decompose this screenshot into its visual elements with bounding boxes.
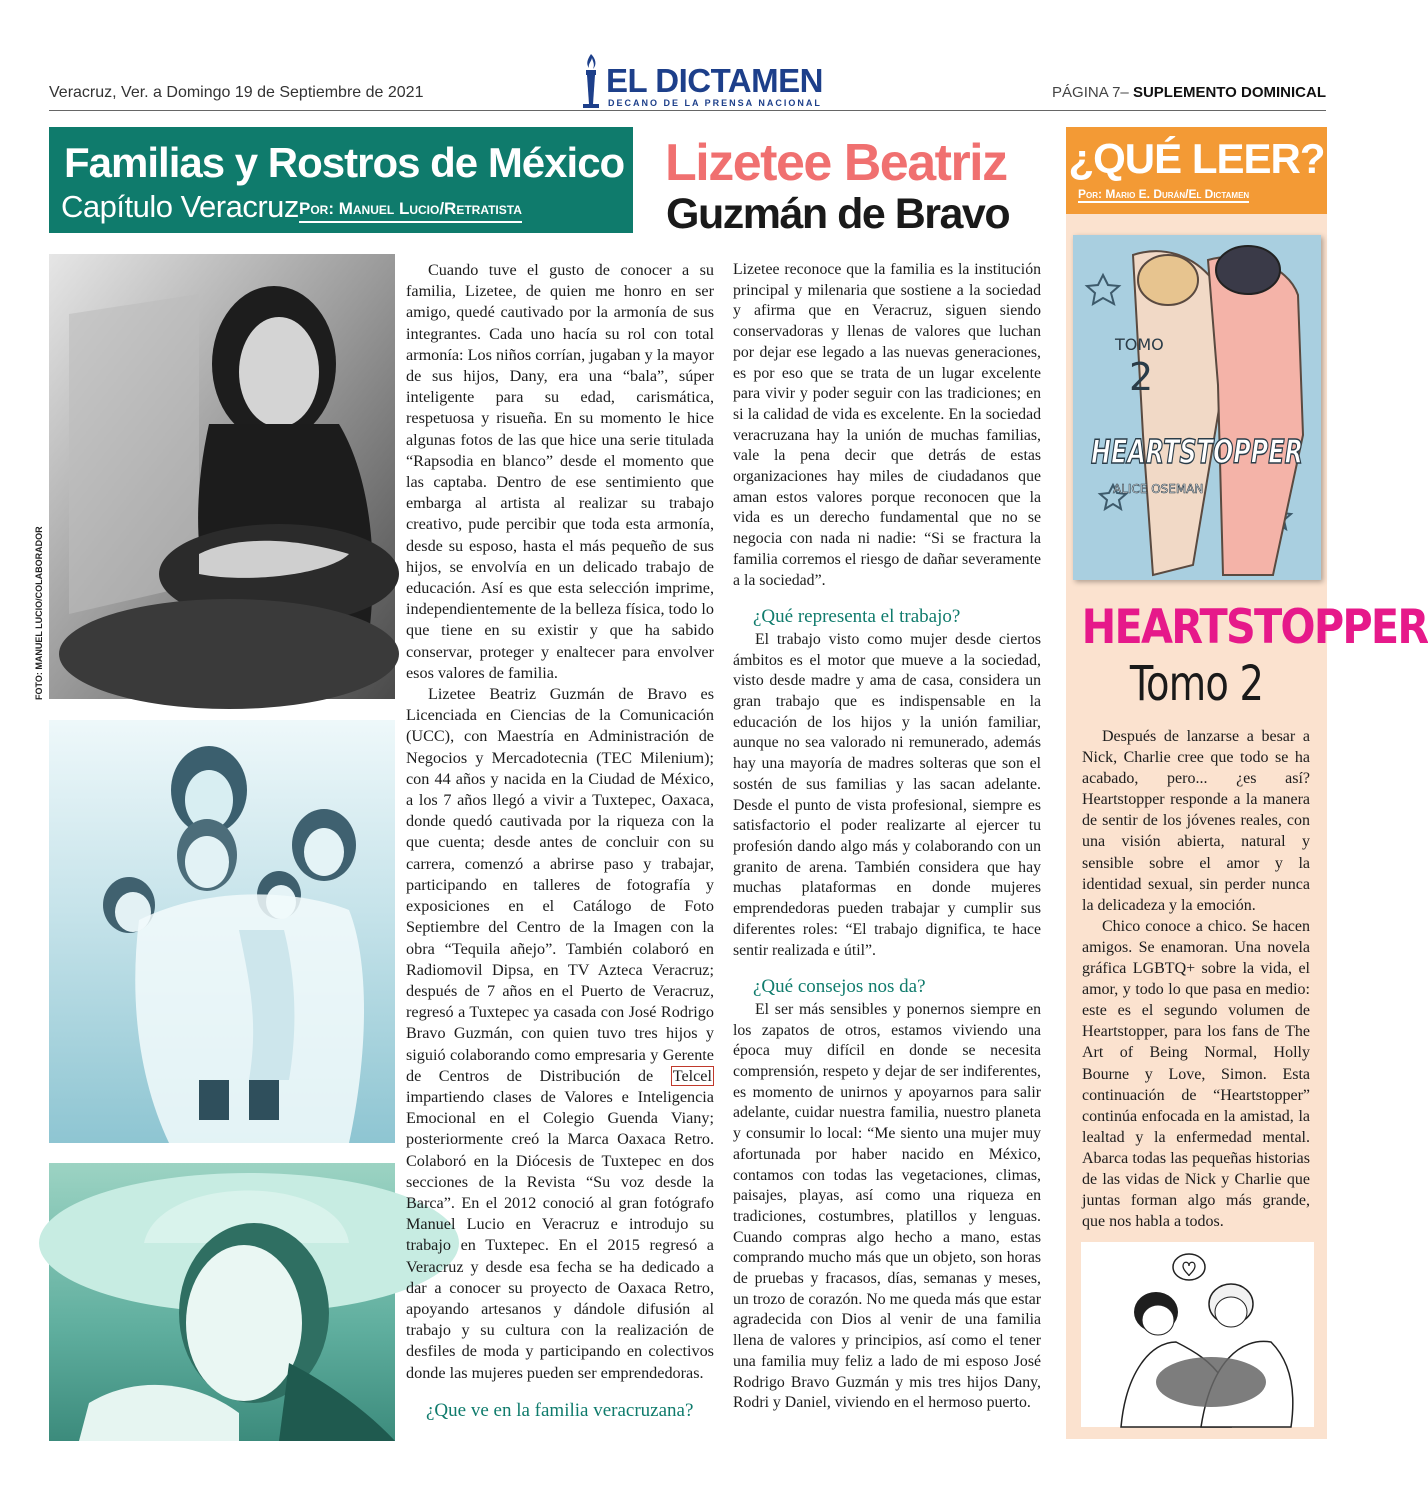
article-paragraph-text: impartiendo clases de Valores e Inteligencia Emocional en el Colegio Guenda Viany; posteriormente creó la Marca Oaxaca Retro. Colaboró en la Diócesis de Tuxtepec en dos secciones de la Revista “Su voz desde la Barca”. En el 2012 conoció al gran fotógrafo Manuel Lucio en Veracruz e introdujo su trabajo en Tuxtepec. En el 2015 regresó a Veracruz y desde esa fecha se ha dedicado a dar a conocer su proyecto de Oaxaca Retro, apoyando artesanos y dándole difusión al trabajo y su cultura con la realización de desfiles de moda y participando en colectivos donde las mujeres pueden ser emprendedoras. [406, 1087, 714, 1382]
headline-first-name: Lizetee Beatriz [665, 134, 1007, 192]
book-cover [1073, 235, 1321, 580]
portrait-photo [49, 254, 395, 699]
cover-author: ALICE OSEMAN [1113, 482, 1204, 496]
article-paragraph [406, 684, 714, 1384]
supplement-name: SUPLEMENTO DOMINICAL [1132, 84, 1326, 101]
page-label [1052, 84, 1326, 101]
review-paragraph: Después de lanzarse a besar a Nick, Charlie cree que todo se ha acabado, pero... ¿es así? Heartstopper responde a la manera de sentir de los jóvenes reales, con una visión abierta, natural y sensible sobre el amor y la identidad sexual, sin perder nunca la delicadeza y la emoción. [1082, 728, 1310, 914]
hat-portrait-photo [49, 1163, 395, 1441]
sidebar-title: ¿QUÉ LEER? [1068, 135, 1325, 182]
brand-link[interactable]: Telcel [672, 1066, 712, 1085]
headline-surname: Guzmán de Bravo [666, 190, 1010, 238]
hat-portrait-illustration [49, 1163, 395, 1441]
book-cover-art [1073, 235, 1321, 580]
torch-icon [578, 52, 604, 110]
header-divider [49, 110, 1326, 111]
section-title: Familias y Rostros de México [64, 139, 625, 186]
article-paragraph: El ser más sensibles y ponernos siempre en los zapatos de otros, estamos viviendo una época muy difícil en donde se necesita comprensión, respeto y dejar de ser indiferentes, es momento de unirnos y apoyarnos para salir adelante, cuidar nuestra familia, nuestro planeta y consumir lo local: “Me siento una mujer muy afortunada por haber nacido en México, contamos con todas las vegetaciones, climas, paisajes, playas, así como una riqueza en tradiciones, costumbres, platillos y lenguas. Cuando compras algo hecho a mano, estas comprando mucho más que un objeto, son horas de pruebas y fracasos, días, semanas y meses, un trozo de corazón. No me queda más que estar agradecida con Dios al venir de una familia llena de valores y principios, así como el tener una familia muy feliz a lado de mi esposo José Rodrigo Bravo Guzmán y mis tres hijos Dany, Rodri y Daniel, viviendo en el hermoso puerto. [733, 1000, 1041, 1412]
section-banner [49, 127, 633, 233]
article-paragraph-continued: Lizetee reconoce que la familia es la institución principal y milenaria que sostiene a la sociedad y afirma que en Veracruz, siguen siendo conservadoras y llenas de valores que luchan por dejar ese legado a las nuevas generaciones, es por eso que se trata de un lugar excelente para vivir y poder seguir con las tradiciones; en si la calidad de vida es excelente. En la sociedad veracruzana hay la unión de muchas familias, vale la pena decir que detrás de estas organizaciones hay miles de ciudadanos que aman estos valores porque reconocen que la vida es un derecho fundamental que no se negocia con nada ni nadie: “Si se fractura la familia corremos el riesgo de dañar severamente a la sociedad”. [733, 261, 1041, 589]
family-illustration [49, 720, 395, 1143]
section-subtitle: Capítulo Veracruz [61, 189, 299, 224]
article-paragraph: Cuando tuve el gusto de conocer a su familia, Lizetee, de quien me honro en ser amigo, quedé cautivado por la armonía de sus integrantes. Cada uno hacía su rol con total armonía: Los niños corrían, jugaban y la mayor de sus hijos, Dany, era una “bala”, súper inteligente para su edad, carismática, respetuosa y risueña. En su momento le hice algunas fotos de las que hice una serie titulada “Rapsodia en blanco” desde el momento que las captaba. Dentro de ese sentimiento que embarga al artista al realizar su trabajo creativo, pude percibir que toda esta armonía, desde su esposo, hasta el más pequeño de sus hijos, se envolvía en un delicado trabajo de educación. Así es que esta selección imprime, independientemente de la belleza física, todo lo que tiene en su existir y que ha sabido conservar, proteger y enaltecer para envolver esos valores de familia. [406, 261, 714, 682]
subheading: ¿Que ve en la familia veracruzana? [426, 1399, 694, 1421]
review-paragraph: Chico conoce a chico. Se hacen amigos. Se enamoran. Una novela gráfica LGBTQ+ sobre la vida, el amor, y todo lo que pasa en medio: este es el segundo volumen de Heartstopper, para los fans de The Art of Being Normal, Holly Bourne y Love, Simon. Esta continuación de “Heartstopper” continúa enfocada en la amistad, la lealtad y la enfermedad mental. Abarca todas las pequeñas historias de las vidas de Nick y Charlie que juntas forman algo más grande, que nos habla a todos. [1082, 917, 1310, 1231]
comic-illustration [1081, 1242, 1314, 1427]
photo-credit: FOTO: MANUEL LUCIO/COLABORADOR [34, 526, 44, 700]
book-volume: Tomo 2 [1129, 656, 1264, 712]
subheading: ¿Qué consejos nos da? [753, 976, 926, 998]
book-review-text [1082, 726, 1310, 1232]
subheading: ¿Qué representa el trabajo? [753, 606, 961, 628]
logo-wordmark: EL DICTAMEN [606, 62, 823, 99]
newspaper-logo [578, 52, 828, 110]
book-title: HEARTSTOPPER [1081, 600, 1428, 655]
cover-title: HEARTSTOPPER [1091, 432, 1303, 471]
sidebar-header [1066, 127, 1327, 214]
article-column-2 [733, 260, 1041, 1414]
article-column-1 [406, 260, 714, 1423]
comic-panel [1081, 1242, 1314, 1427]
portrait-illustration [49, 254, 395, 699]
family-photo [49, 720, 395, 1143]
logo-tagline: DECANO DE LA PRENSA NACIONAL [608, 98, 822, 108]
section-byline: Por: Manuel Lucio/Retratista [299, 199, 522, 223]
article-paragraph-text: Lizetee Beatriz Guzmán de Bravo es Licenciada en Ciencias de la Comunicación (UCC), con Maestría en Administración de Negocios y Mercadotecnia (TEC Milenium); con 44 años y nacida en la Ciudad de México, a los 7 años llegó a vivir a Tuxtepec, Oaxaca, donde quedó cautivada por la riqueza con la que cuenta; desde antes de concluir con su carrera, comenzó a abrirse paso y trabajar, participando en talleres de fotografía y exposiciones en el Catálogo de Foto Septiembre del Centro de la Imagen con la obra “Tequila añejo”. También colaboró en Radiomovil Dipsa, en TV Azteca Veracruz; después de 7 años en el Puerto de Veracruz, regresó a Tuxtepec ya casada con José Rodrigo Bravo Guzmán, con quien tuvo tres hijos y siguió colaborando como empresaria y Gerente de Centros de Distribución de [406, 685, 714, 1085]
page-number: PÁGINA 7– [1052, 84, 1129, 101]
cover-volume-label: TOMO [1115, 335, 1164, 354]
cover-volume-number: 2 [1129, 355, 1154, 399]
article-paragraph: El trabajo visto como mujer desde ciertos ámbitos es el motor que mueve a la sociedad, visto desde madre y ama de casa, considera un gran trabajo que es indispensable en la educación de los hijos y la unión familiar, aunque no sea valorado ni remunerado, además hay una mayoría de madres solteras que son el sostén de sus familias y las sacan adelante. Desde el punto de vista profesional, siempre es satisfactorio el poder realizarte al ejercer tu profesión dando algo más y colaborando con un granito de arena. También considera que hay muchas plataformas en donde mujeres emprendedoras pueden trabajar y cumplir sus diferentes roles: “El trabajo dignifica, te hace sentir realizada e útil”. [733, 630, 1041, 959]
issue-date: Veracruz, Ver. a Domingo 19 de Septiembre de 2021 [49, 84, 424, 101]
sidebar-byline: Por: Mario E. Durán/El Dictamen [1078, 187, 1250, 201]
